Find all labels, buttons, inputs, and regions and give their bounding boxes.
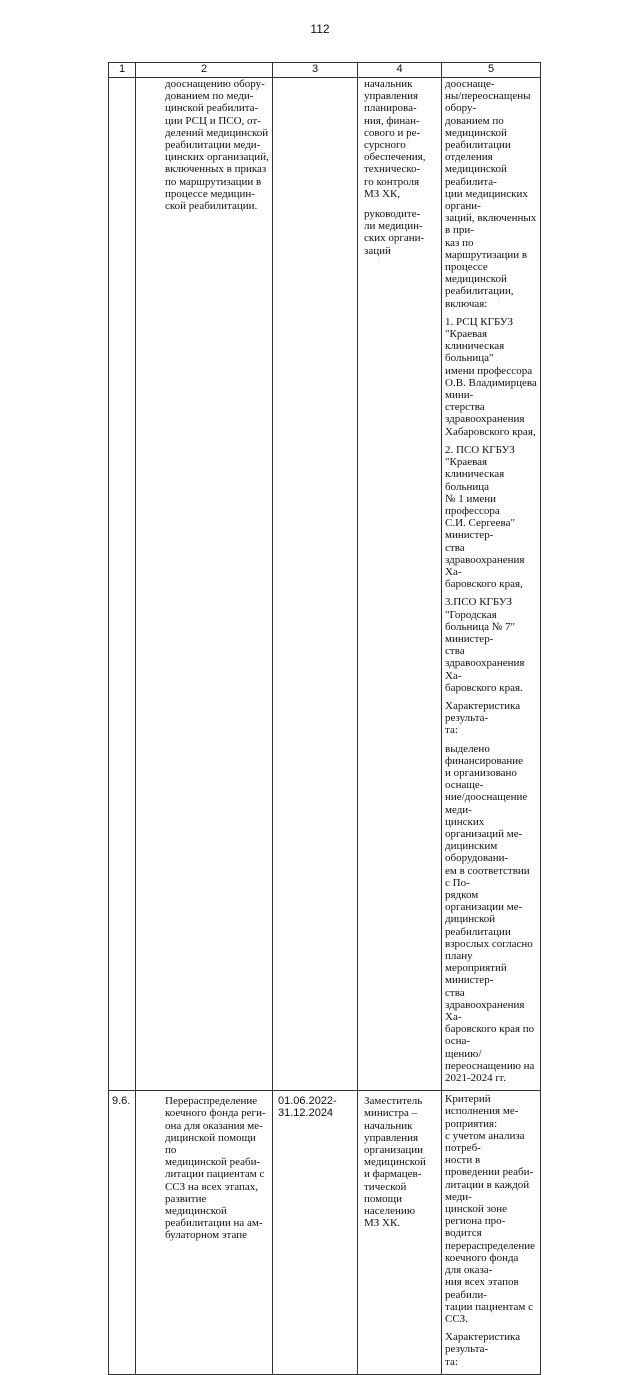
result-paragraph: 3.ПСО КГБУЗ "Городская больница № 7" министер- ства здравоохранения Ха- баровского края. [445,596,525,694]
measure-cell [136,78,273,1091]
result-cell [442,1091,541,1374]
header-row [109,63,541,78]
header-cell-5: 5 [442,63,541,78]
table-row [109,1091,541,1374]
result-paragraph: 2. ПСО КГБУЗ "Краевая клиническая больница № 1 имени профессора С.И. Сергеева" министер- ства здравоохранения Ха- баровского края, [445,443,525,591]
result-cell [442,78,541,1091]
result-paragraph: выделено финансирование и организовано оснаще- ние/дооснащение меди- цинских организаций ме- дицинским оборудовани- ем в соответствии с По- рядком организации ме- дицинской реабилитации взрослых согласно плану мероприятий министер- ства здравоохранения Ха- баровского края по осна- щению/переоснащению на 2021-2024 гг. [445,742,535,1085]
measures-table [108,62,541,1375]
responsible-text: начальник управления планирова- ния, финан- сового и ре- сурсного обеспечения, техническо- го контроля МЗ ХК, [364,78,426,200]
result-paragraph: дооснаще- ны/переоснащены обору- дованием по медицинской реабилитации отделения медицинской реабилита- ции медицинских органи- заций, включенных в при- каз по маршрутизации в процессе медицинской реабилитации, включая: [445,78,537,310]
dates-cell [273,1091,358,1374]
page-number: 112 [310,22,330,36]
header-cell-4: 4 [358,63,442,78]
measure-cell [136,1091,273,1374]
header-cell-1: 1 [109,63,136,78]
responsible-text: руководите- ли медицин- ских органи- заций [364,208,425,257]
header-cell-2: 2 [136,63,273,78]
responsible-text: Заместитель министра – начальник управления организации медицинской и фармацев- тической помощи населению МЗ ХК. [364,1095,426,1230]
table-row [109,78,541,1091]
responsible-cell [358,1091,442,1374]
result-paragraph: Характеристика результа- та: [445,1331,521,1368]
dates-text: 01.06.2022- 31.12.2024 [278,1095,337,1120]
measure-text: дооснащению обору- дованием по меди- цинской реабилита- ции РСЦ и ПСО, от- делений медицинской реабилитации меди- цинских организаций, включенных в приказ по маршрутизации в процессе медицин- ской реабилитации. [165,78,269,213]
row-number-cell: 9.6. [109,1091,136,1374]
result-paragraph: 1. РСЦ КГБУЗ "Краевая клиническая больница" имени профессора О.В. Владимирцева мини- стерства здравоохранения Хабаровского края, [445,315,537,438]
responsible-cell [358,78,442,1091]
result-paragraph: Критерий исполнения ме- роприятия: с учетом анализа потреб- ности в проведении реаби- литации в каждой меди- цинской зоне региона про- водится перераспределение коечного фонда для оказа- ния всех этапов реабили- тации пациентам с ССЗ. [445,1093,536,1325]
row-number-cell [109,78,136,1091]
result-paragraph: Характеристика результа- та: [445,699,521,737]
dates-cell [273,78,358,1091]
measure-text: Перераспределение коечного фонда реги- она для оказания ме- дицинской помощи по медицинской реаби- литации пациентам с ССЗ на всех этапах, развитие медицинской реабилитации на ам- булаторном этапе [165,1095,266,1242]
header-cell-3: 3 [273,63,358,78]
